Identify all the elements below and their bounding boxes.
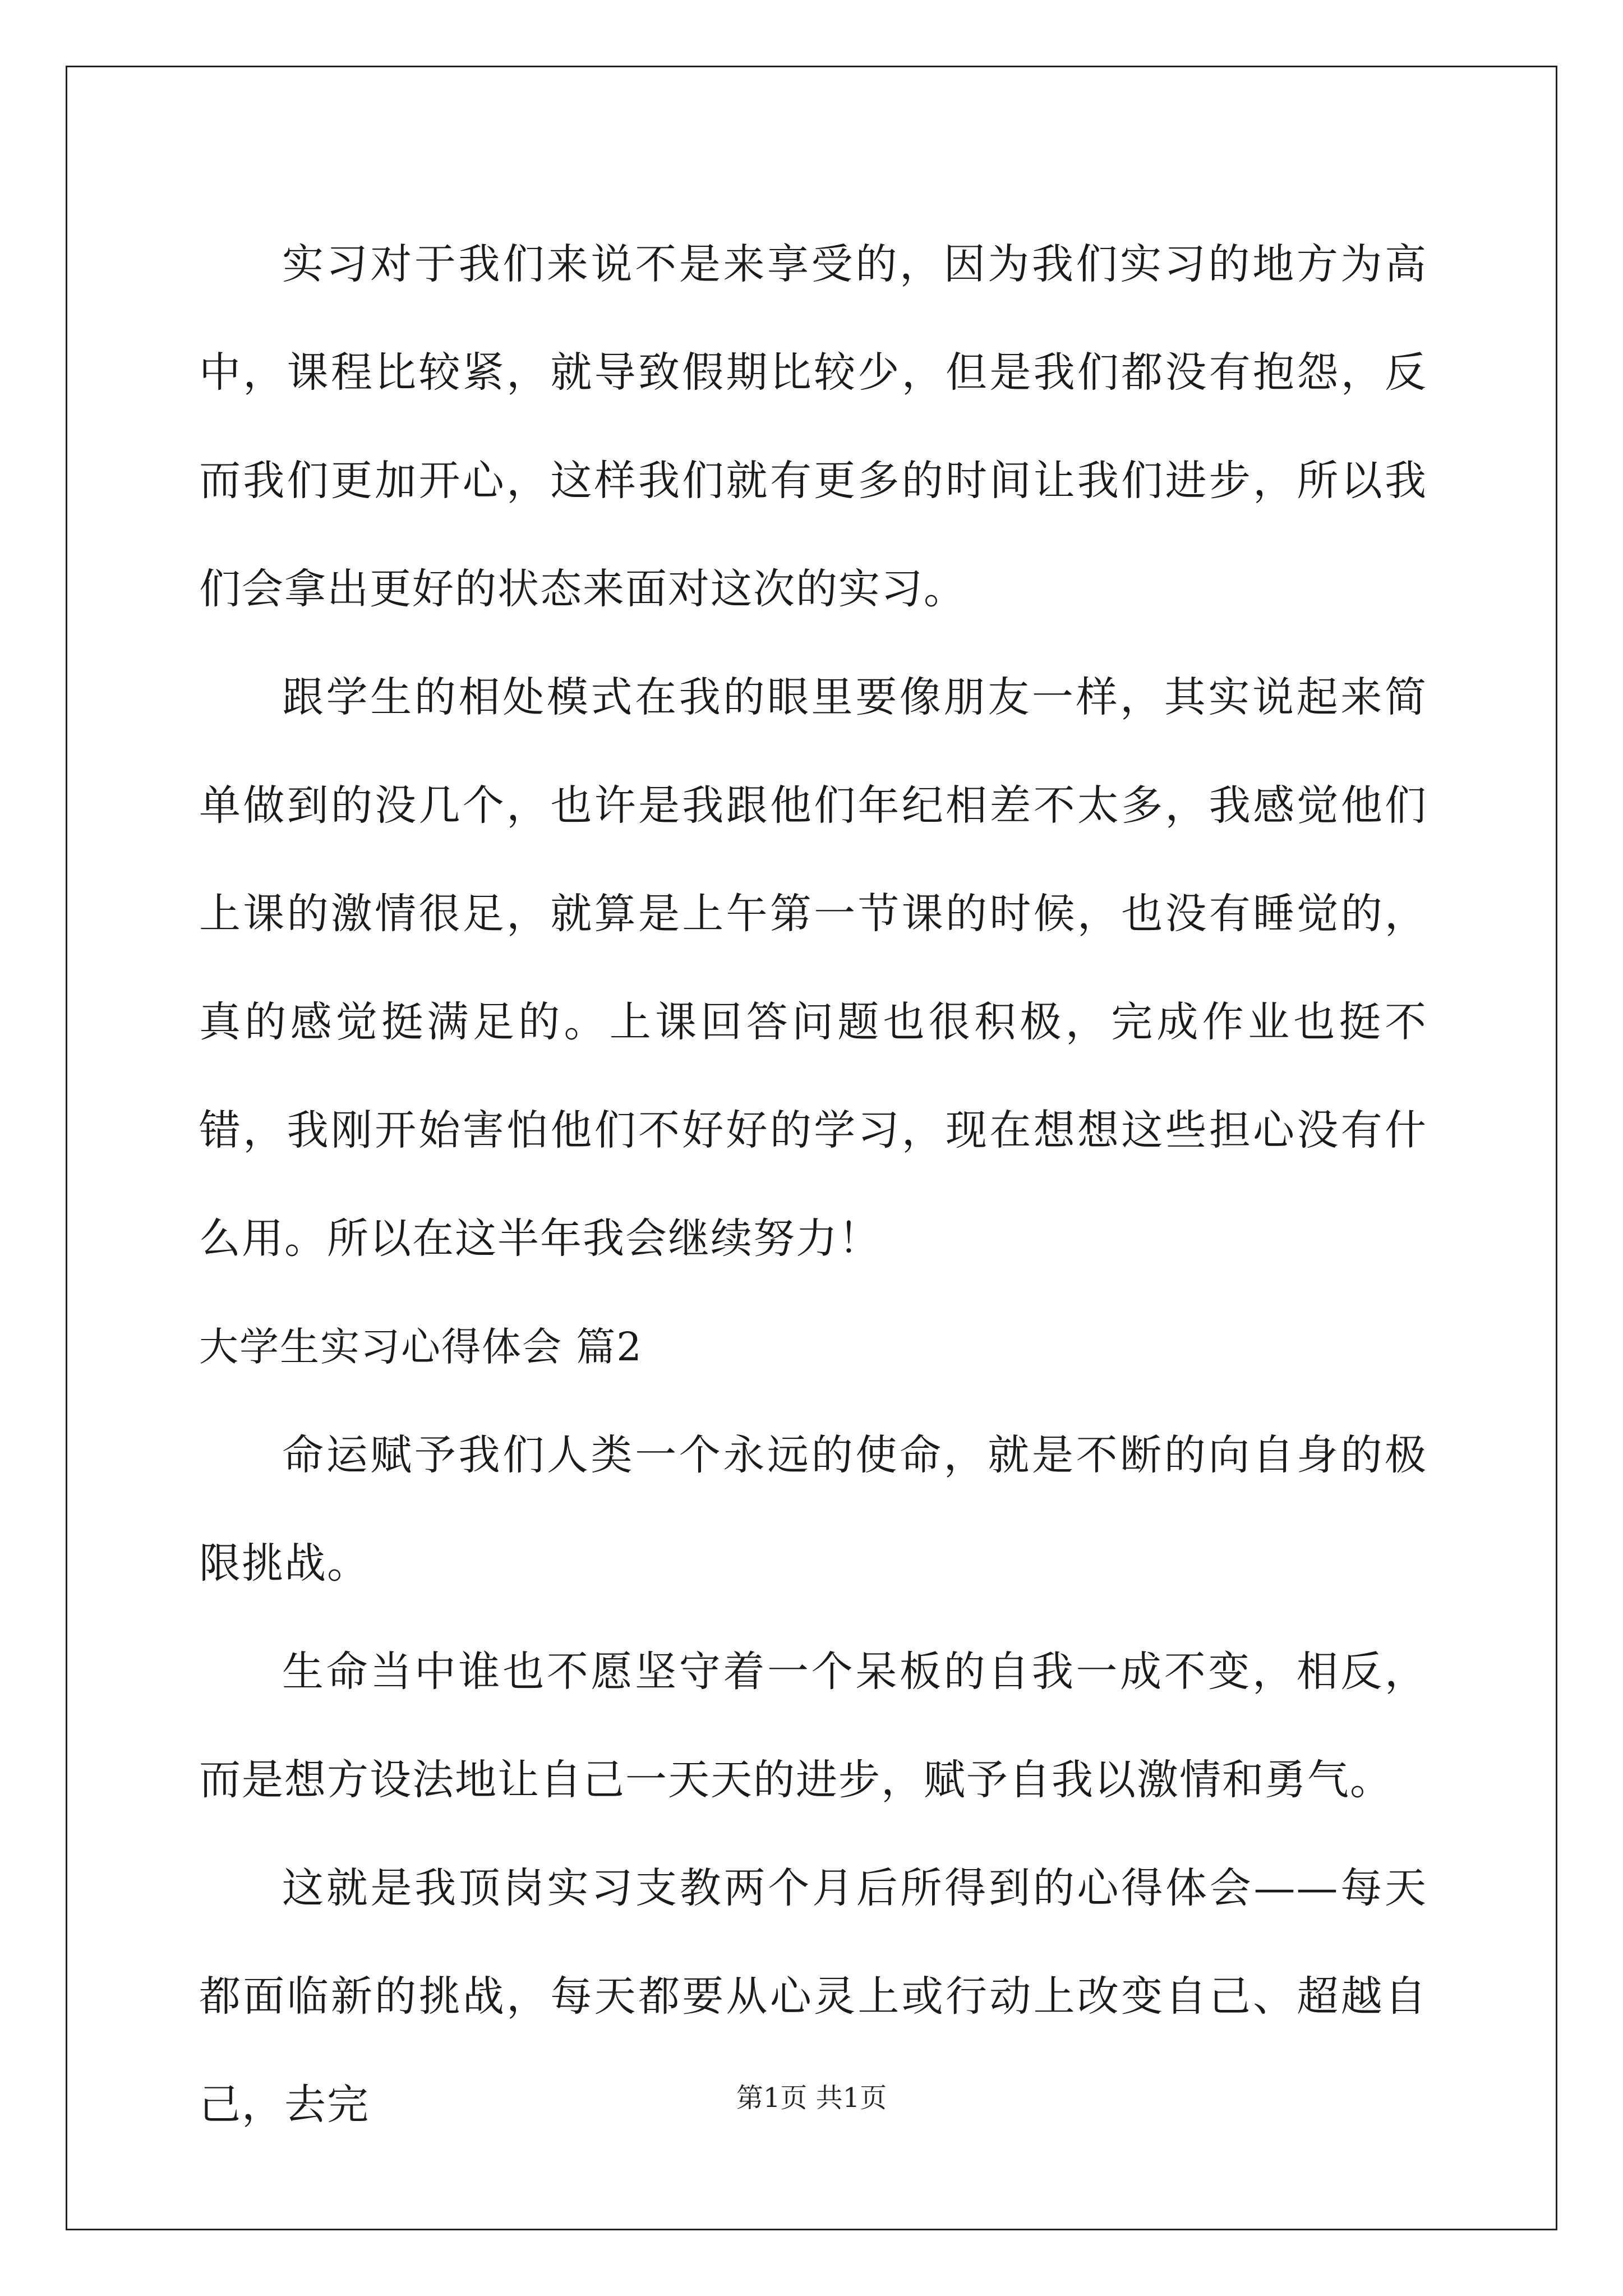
paragraph-internship-schedule: 实习对于我们来说不是来享受的，因为我们实习的地方为高中，课程比较紧，就导致假期比较少，但是我们都没有抱怨，反而我们更加开心，这样我们就有更多的时间让我们进步，所以我们会拿出更好的状态来面对这次的实习。 (199, 240, 1427, 613)
paragraph-student-relations: 跟学生的相处模式在我的眼里要像朋友一样，其实说起来简单做到的没几个，也许是我跟他们年纪相差不太多，我感觉他们上课的激情很足，就算是上午第一节课的时候，也没有睡觉的，真的感觉挺满足的。上课回答问题也很积极，完成作业也挺不错，我刚开始害怕他们不好好的学习，现在想想这些担心没有什么用。所以在这半年我会继续努力！ (199, 673, 1427, 1263)
document-body (199, 210, 1427, 2159)
section-heading: 大学生实习心得体会 篇2 (199, 1324, 643, 1370)
paragraph-mission: 命运赋予我们人类一个永远的使命，就是不断的向自身的极限挑战。 (199, 1431, 1427, 1588)
paragraph-self-progress: 生命当中谁也不愿坚守着一个呆板的自我一成不变，相反，而是想方设法地让自己一天天的进步，赋予自我以激情和勇气。 (199, 1648, 1427, 1804)
page-footer: 第1页 共1页 (736, 2082, 887, 2114)
paragraph-teaching-experience: 这就是我顶岗实习支教两个月后所得到的心得体会——每天都面临新的挑战，每天都要从心灵上或行动上改变自己、超越自己，去完 (199, 1864, 1427, 2129)
